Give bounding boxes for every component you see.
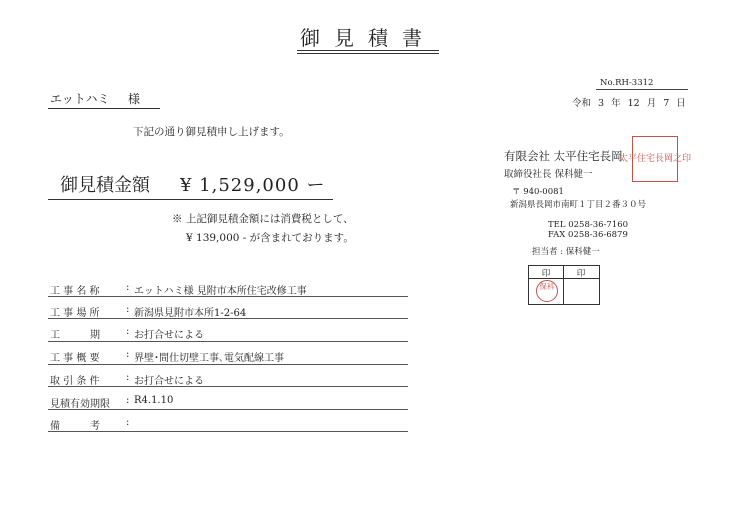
document-title: 御見積書 bbox=[300, 26, 436, 50]
company-representative: 取締役社長 保科健一 bbox=[504, 169, 593, 180]
detail-label-project-name: 工 事 名 称 bbox=[50, 286, 100, 297]
detail-colon: : bbox=[126, 349, 130, 360]
detail-colon: : bbox=[126, 372, 130, 383]
intro-text: 下記の通り御見積申し上げます。 bbox=[133, 126, 290, 138]
detail-label-validity: 見積有効期限 bbox=[50, 399, 110, 410]
detail-row-line bbox=[48, 318, 408, 319]
detail-colon: : bbox=[126, 417, 130, 428]
company-seal-stamp: 太平住宅長岡之印 bbox=[632, 136, 678, 182]
client-underline bbox=[48, 108, 160, 109]
issue-date: 令和 3 年 12 月 7 日 bbox=[572, 98, 686, 109]
staff-in-charge: 担当者 : 保科健一 bbox=[532, 247, 600, 257]
detail-row-line bbox=[48, 431, 408, 432]
company-zip: 〒 940-0081 bbox=[512, 187, 564, 197]
detail-row-line bbox=[48, 409, 408, 410]
detail-label-remarks: 備 考 bbox=[50, 421, 100, 432]
detail-label-location: 工 事 場 所 bbox=[50, 308, 100, 319]
company-address: 新潟県長岡市南町１丁目２番３０号 bbox=[510, 200, 647, 210]
detail-label-period: 工 期 bbox=[50, 330, 100, 341]
detail-colon: : bbox=[126, 282, 130, 293]
detail-value-location: 新潟県見附市本所1-2-64 bbox=[134, 308, 247, 319]
detail-label-terms: 取 引 条 件 bbox=[50, 376, 100, 387]
document-number-underline bbox=[596, 89, 688, 90]
detail-value-period: お打合せによる bbox=[134, 330, 204, 341]
stamp-label-left: 印 bbox=[541, 269, 551, 279]
stamp-box-header bbox=[529, 266, 599, 279]
detail-colon: : bbox=[126, 395, 130, 406]
detail-row-line bbox=[48, 296, 408, 297]
tax-note-line2: ¥ 139,000 - が含まれております。 bbox=[186, 232, 354, 244]
title-underline bbox=[297, 50, 439, 51]
stamp-label-right: 印 bbox=[576, 269, 586, 279]
detail-row-line bbox=[48, 364, 408, 365]
detail-value-validity: R4.1.10 bbox=[134, 395, 174, 406]
detail-colon: : bbox=[126, 326, 130, 337]
client-block bbox=[50, 90, 160, 107]
company-tel: TEL 0258-36-7160 bbox=[548, 220, 629, 230]
amount-label: 御見積金額 bbox=[60, 175, 150, 196]
detail-label-overview: 工 事 概 要 bbox=[50, 353, 100, 364]
detail-row-line bbox=[48, 341, 408, 342]
detail-value-overview: 界壁･間仕切壁工事､電気配線工事 bbox=[134, 353, 284, 364]
detail-row-line bbox=[48, 386, 408, 387]
client-honorific: 様 bbox=[128, 92, 141, 106]
personal-seal-stamp: 保科 bbox=[536, 280, 558, 302]
detail-value-terms: お打合せによる bbox=[134, 376, 204, 387]
amount-value: ¥ 1,529,000 ー bbox=[180, 175, 326, 196]
company-fax: FAX 0258-36-6879 bbox=[548, 230, 628, 240]
company-name: 有限会社 太平住宅長岡 bbox=[504, 149, 623, 163]
title-underline-double bbox=[297, 53, 439, 54]
document-number: No.RH-3312 bbox=[600, 78, 654, 88]
amount-underline bbox=[48, 199, 333, 200]
tax-note-line1: ※ 上記御見積金額には消費税として、 bbox=[172, 213, 354, 225]
client-name: エットハミ bbox=[50, 92, 110, 106]
detail-colon: : bbox=[126, 304, 130, 315]
detail-value-project-name: エットハミ様 見附市本所住宅改修工事 bbox=[134, 286, 307, 297]
